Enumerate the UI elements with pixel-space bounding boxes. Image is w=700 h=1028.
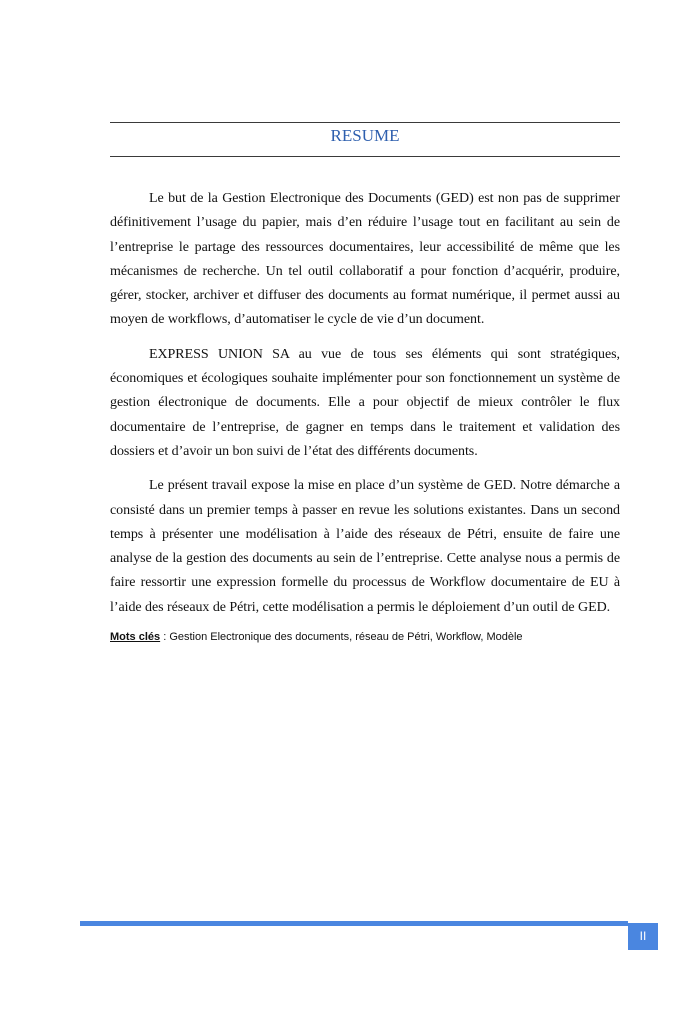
abstract-body <box>110 187 620 644</box>
keywords-line <box>110 630 620 644</box>
abstract-paragraph-3: Le présent travail expose la mise en place d’un système de GED. Notre démarche a consisté dans un premier temps à passer en revue les solutions existantes. Dans un second temps à présenter une modélisation à l’aide des réseaux de Pétri, ensuite de faire une analyse de la gestion des documents au sein de l’entreprise. Cette analyse nous a permis de faire ressortir une expression formelle du processus de Workflow documentaire de EU à l’aide des réseaux de Pétri, cette modélisation a permis le déploiement d’un outil de GED. <box>110 478 620 615</box>
abstract-paragraph-2: EXPRESS UNION SA au vue de tous ses éléments qui sont stratégiques, économiques et écologiques souhaite implémenter pour son fonctionnement un système de gestion électronique de documents. Elle a pour objectif de mieux contrôler le flux documentaire de l’entreprise, de gagner en temps dans le traitement et validation des dossiers et d’avoir un bon suivi de l’état des différents documents. <box>110 346 620 459</box>
abstract-paragraph-1: Le but de la Gestion Electronique des Documents (GED) est non pas de supprimer définitivement l’usage du papier, mais d’en réduire l’usage tout en facilitant au sein de l’entreprise le partage des ressources documentaires, leur accessibilité de même que les mécanismes de recherche. Un tel outil collaboratif a pour fonction d’acquérir, produire, gérer, stocker, archiver et diffuser des documents au format numérique, il permet aussi au moyen de workflows, d’automatiser le cycle de vie d’un document. <box>110 191 620 328</box>
keywords-separator: : <box>160 631 170 644</box>
page-number: II <box>628 923 658 950</box>
keywords-label: Mots clés <box>110 631 161 644</box>
footer-bar <box>80 921 628 926</box>
keywords-text: Gestion Electronique des documents, réseau de Pétri, Workflow, Modèle <box>169 631 523 644</box>
title-bottom-rule <box>110 156 620 157</box>
title-top-rule <box>110 122 620 123</box>
page-title: RESUME <box>330 126 400 145</box>
